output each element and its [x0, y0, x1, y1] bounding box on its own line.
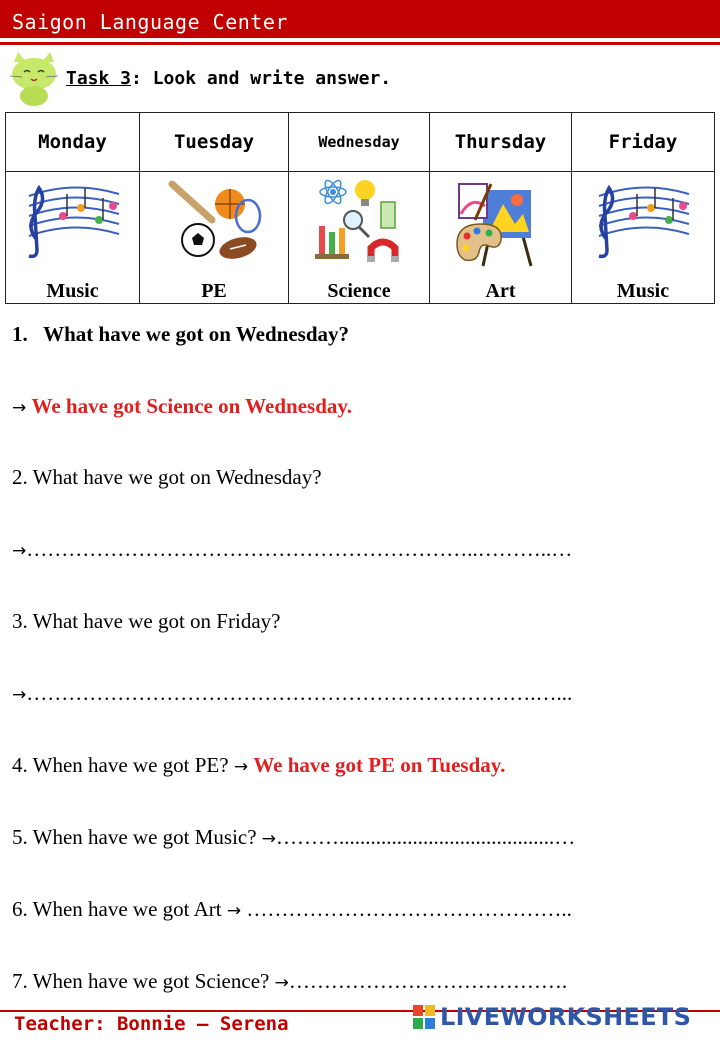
question-4 [12, 753, 505, 778]
question-3: 3. What have we got on Friday? [12, 609, 281, 633]
subject-thursday: Art [485, 280, 516, 302]
teacher-credit: Teacher: Bonnie – Serena [14, 1013, 289, 1035]
arrow-right-icon: → [12, 541, 27, 561]
answer-text: We have got Science on Wednesday. [31, 394, 352, 418]
arrow-right-icon: → [274, 973, 289, 993]
question-5 [12, 825, 575, 850]
question-2: 2. What have we got on Wednesday? [12, 465, 322, 489]
day-wednesday: Wednesday [289, 113, 430, 172]
arrow-right-icon: → [226, 901, 242, 921]
answer-1 [12, 394, 352, 419]
answer-text: We have got PE on Tuesday. [253, 753, 506, 777]
answer-blank[interactable]: ……………………………………….. [246, 897, 572, 921]
cell-thursday [430, 172, 572, 304]
cell-friday [572, 172, 715, 304]
art-palette-icon [451, 176, 551, 268]
day-monday: Monday [6, 113, 140, 172]
answer-blank[interactable]: ………………………………………………………..………..… [26, 537, 573, 561]
task-instruction: : Look and write answer. [131, 68, 392, 89]
subject-monday: Music [46, 280, 99, 302]
cat-mascot-icon [4, 50, 64, 106]
header-banner [0, 0, 720, 38]
arrow-right-icon: → [12, 685, 27, 705]
question-text: 5. When have we got Music? [12, 825, 257, 849]
cell-monday [6, 172, 140, 304]
subject-friday: Music [616, 280, 670, 302]
answer-blank[interactable]: ……….........................................… [276, 825, 576, 849]
question-text: 4. When have we got PE? [12, 753, 229, 777]
subject-tuesday: PE [201, 280, 227, 302]
liveworksheets-logo-icon [412, 1004, 436, 1030]
weekly-schedule-table [5, 112, 715, 304]
question-1 [12, 322, 349, 347]
answer-3 [12, 681, 572, 706]
question-7 [12, 969, 567, 994]
day-tuesday: Tuesday [140, 113, 289, 172]
task-label: Task 3 [66, 68, 132, 89]
music-notes-icon [593, 176, 693, 268]
arrow-right-icon: → [261, 829, 277, 849]
day-friday: Friday [572, 113, 715, 172]
question-text: 6. When have we got Art [12, 897, 222, 921]
science-lab-icon [309, 176, 409, 268]
arrow-right-icon: → [233, 757, 249, 777]
subject-wednesday: Science [327, 280, 391, 302]
arrow-right-icon: → [12, 398, 27, 418]
sports-balls-icon [164, 176, 264, 268]
liveworksheets-logo[interactable] [412, 1002, 691, 1032]
header-divider [0, 42, 720, 45]
center-title: Saigon Language Center [12, 10, 288, 34]
answer-blank[interactable]: …………………………………. [288, 969, 568, 993]
task-heading [66, 68, 391, 89]
music-notes-icon [23, 176, 123, 268]
question-number: 1. [12, 322, 28, 346]
answer-blank[interactable]: ……………………………………………………………….…... [26, 681, 573, 705]
question-text: What have we got on Wednesday? [43, 322, 350, 346]
question-text: 7. When have we got Science? [12, 969, 270, 993]
answer-2 [12, 537, 572, 562]
cell-tuesday [140, 172, 289, 304]
day-thursday: Thursday [430, 113, 572, 172]
logo-text: LIVEWORKSHEETS [440, 1003, 692, 1031]
question-6 [12, 897, 572, 922]
cell-wednesday [289, 172, 430, 304]
